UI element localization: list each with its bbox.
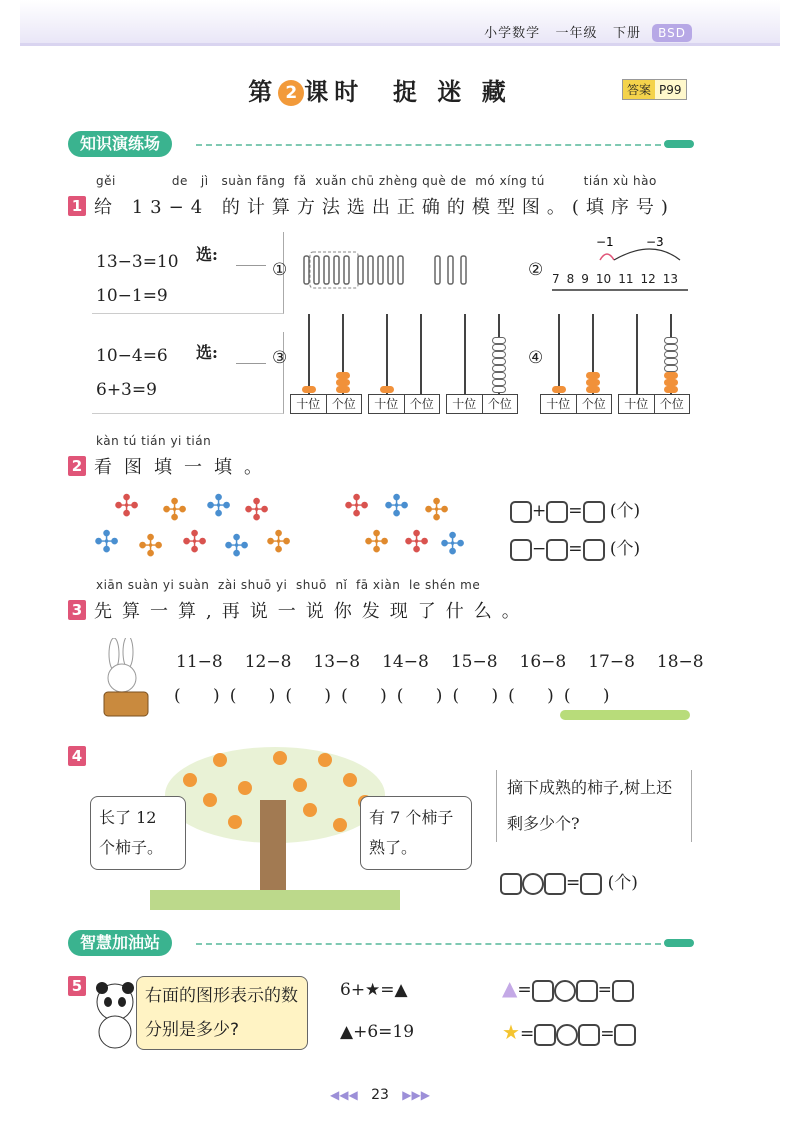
model-3-abacus-b: 十位 个位 [368,314,440,414]
q1-number: 1 [68,196,86,216]
section-divider [196,943,661,945]
answer-box[interactable] [510,501,532,523]
operator-circle[interactable] [522,873,544,895]
expression: 17−8 [588,652,635,672]
expression: 16−8 [519,652,567,672]
answer-box[interactable] [544,873,566,895]
expression: 11−8 [176,652,223,672]
answer-blank: ( ) [341,686,387,706]
pinwheel-icon: ✣ [206,489,232,524]
tick-label: 11 [618,272,634,286]
answer-box[interactable] [580,873,602,895]
model-3-label: ③ [272,348,288,368]
expression: 15−8 [450,652,498,672]
q5-star-row: ★= = [502,1020,636,1046]
jump-minus-1-label: −1 [596,235,614,249]
q2-addition-row: + = (个) [510,496,640,523]
q1-pinyin: gěi de jì suàn fāng fǎ xuǎn chū zhèng què de mó xíng tú tián xù hào [96,174,657,188]
q1-group-b-select-label: 选: [196,343,218,362]
pinwheel-icon: ✣ [384,489,410,524]
q5-equation-1: 6+★=▲ [340,980,408,1000]
q1-group-b-eq1: 10−4=6 [96,346,168,366]
pinwheel-icon: ✣ [404,525,430,560]
pencil-icon [664,140,694,148]
tick-label: 8 [566,272,575,286]
pinwheel-icon: ✣ [344,489,370,524]
q4-equation: = (个) [500,868,638,895]
prev-arrows-icon[interactable]: ◀◀◀ [330,1088,358,1102]
page-number: 23 [371,1087,389,1103]
q2-text: 看图填一填。 [94,457,274,478]
subject-label: 小学数学 [484,26,541,41]
operator-circle[interactable] [556,1024,578,1046]
answer-box[interactable] [532,980,554,1002]
q4-number: 4 [68,746,86,766]
answer-tag[interactable] [622,79,687,100]
tick-label: 13 [662,272,679,286]
q1-group-b-eq2: 6+3=9 [96,380,157,400]
pinwheel-icon: ✣ [94,525,120,560]
model-1-label: ① [272,260,288,280]
pinwheel-group-right [344,489,474,562]
edition-badge: BSD [652,24,692,42]
answer-blank: ( ) [174,686,220,706]
q3-answer-blanks[interactable] [174,686,610,706]
q5-number: 5 [68,976,86,996]
pinwheel-icon: ✣ [364,525,390,560]
grass-decoration [560,710,690,720]
section-divider [196,144,661,146]
pinwheel-icon: ✣ [162,493,188,528]
pinwheel-icon: ✣ [182,525,208,560]
pinwheel-icon: ✣ [114,489,140,524]
pinwheel-icon: ✣ [224,529,250,564]
pinwheel-group-left [94,489,304,564]
q2-subtraction-row: − = (个) [510,534,640,561]
number-line-ticks [552,272,678,286]
tick-label: 9 [581,272,589,286]
model-2-label: ② [528,260,544,280]
model-1-sticks [300,250,460,290]
tick-label: 7 [552,272,560,286]
pencil-icon [664,939,694,947]
pinwheel-icon: ✣ [266,525,292,560]
answer-box[interactable] [612,980,634,1002]
answer-blank: ( ) [396,686,443,706]
q3-pinyin: xiān suàn yi suàn zài shuō yi shuō nǐ fā xiàn le shén me [96,578,481,592]
answer-blank: ( ) [563,686,610,706]
model-4-abacus-b: 十位 个位 [618,314,690,414]
answer-blank: ( ) [229,686,276,706]
next-arrows-icon[interactable]: ▶▶▶ [402,1088,430,1102]
model-3-abacus-c: 十位 个位 [446,314,518,414]
title-prefix: 第 [248,78,279,106]
q2-pinyin: kàn tú tián yi tián [96,434,212,448]
title-name: 捉 迷 藏 [393,78,512,106]
header-info [484,22,692,42]
term-label: 下册 [612,26,641,41]
q1-group-a-eq2: 10−1=9 [96,286,168,306]
answer-box[interactable] [576,980,598,1002]
expression: 14−8 [382,652,429,672]
q3-expressions [176,652,704,672]
q1-group-a-select-label: 选: [196,245,218,264]
model-3-abacus-a: 十位 个位 [290,314,362,414]
grade-label: 一年级 [555,26,598,41]
pinwheel-icon: ✣ [244,493,270,528]
q3-text: 先算一算,再说一说你发现了什么。 [94,601,530,622]
panda-illustration [90,980,140,1050]
expression: 18−8 [656,652,704,672]
q4-question: 摘下成熟的柿子,树上还剩多少个? [496,770,692,842]
answer-label: 答案 [623,80,655,99]
girl-speech-bubble: 有 7 个柿子熟了。 [360,796,472,870]
answer-box[interactable] [546,539,568,561]
triangle-icon: ▲ [502,976,518,1000]
rabbit-illustration [92,638,154,722]
answer-blank: ( ) [508,686,554,706]
expression: 12−8 [244,652,292,672]
page-footer [0,1087,760,1103]
title-suffix: 课时 [304,78,365,106]
q1-group-a-answer-field[interactable] [236,244,266,266]
answer-box[interactable] [583,501,605,523]
sticks-icon [300,250,470,290]
pinwheel-icon: ✣ [440,527,466,562]
boy-speech-bubble: 长了 12 个柿子。 [90,796,186,870]
answer-box[interactable] [578,1024,600,1046]
q5-triangle-row: ▲= = [502,976,634,1002]
answer-box[interactable] [510,539,532,561]
answer-blank: ( ) [452,686,499,706]
answer-box[interactable] [534,1024,556,1046]
answer-page: P99 [659,83,682,97]
tick-label: 12 [640,272,656,286]
q1-text: 给 13−4 的计算方法选出正确的模型图。(填序号) [94,197,675,218]
q1-group-b-answer-field[interactable] [236,342,266,364]
star-icon: ★ [502,1020,520,1044]
lesson-number: 2 [278,80,304,106]
model-4-abacus-a: 十位 个位 [540,314,612,414]
q5-equation-2: ▲+6=19 [340,1022,415,1042]
answer-box[interactable] [500,873,522,895]
panda-speech-bubble: 右面的图形表示的数分别是多少? [136,976,308,1050]
answer-box[interactable] [614,1024,636,1046]
answer-box[interactable] [583,539,605,561]
q1-group-a-eq1: 13−3=10 [96,252,179,272]
tick-label: 10 [595,272,612,286]
model-4-label: ④ [528,348,544,368]
jump-minus-3-label: −3 [646,235,664,249]
operator-circle[interactable] [554,980,576,1002]
pinwheel-icon: ✣ [424,493,450,528]
expression: 13−8 [313,652,361,672]
pinwheel-icon: ✣ [138,529,164,564]
section-header-challenge: 智慧加油站 [68,930,172,956]
q3-number: 3 [68,600,86,620]
section-header-practice: 知识演练场 [68,131,172,157]
q2-number: 2 [68,456,86,476]
answer-blank: ( ) [285,686,332,706]
answer-box[interactable] [546,501,568,523]
